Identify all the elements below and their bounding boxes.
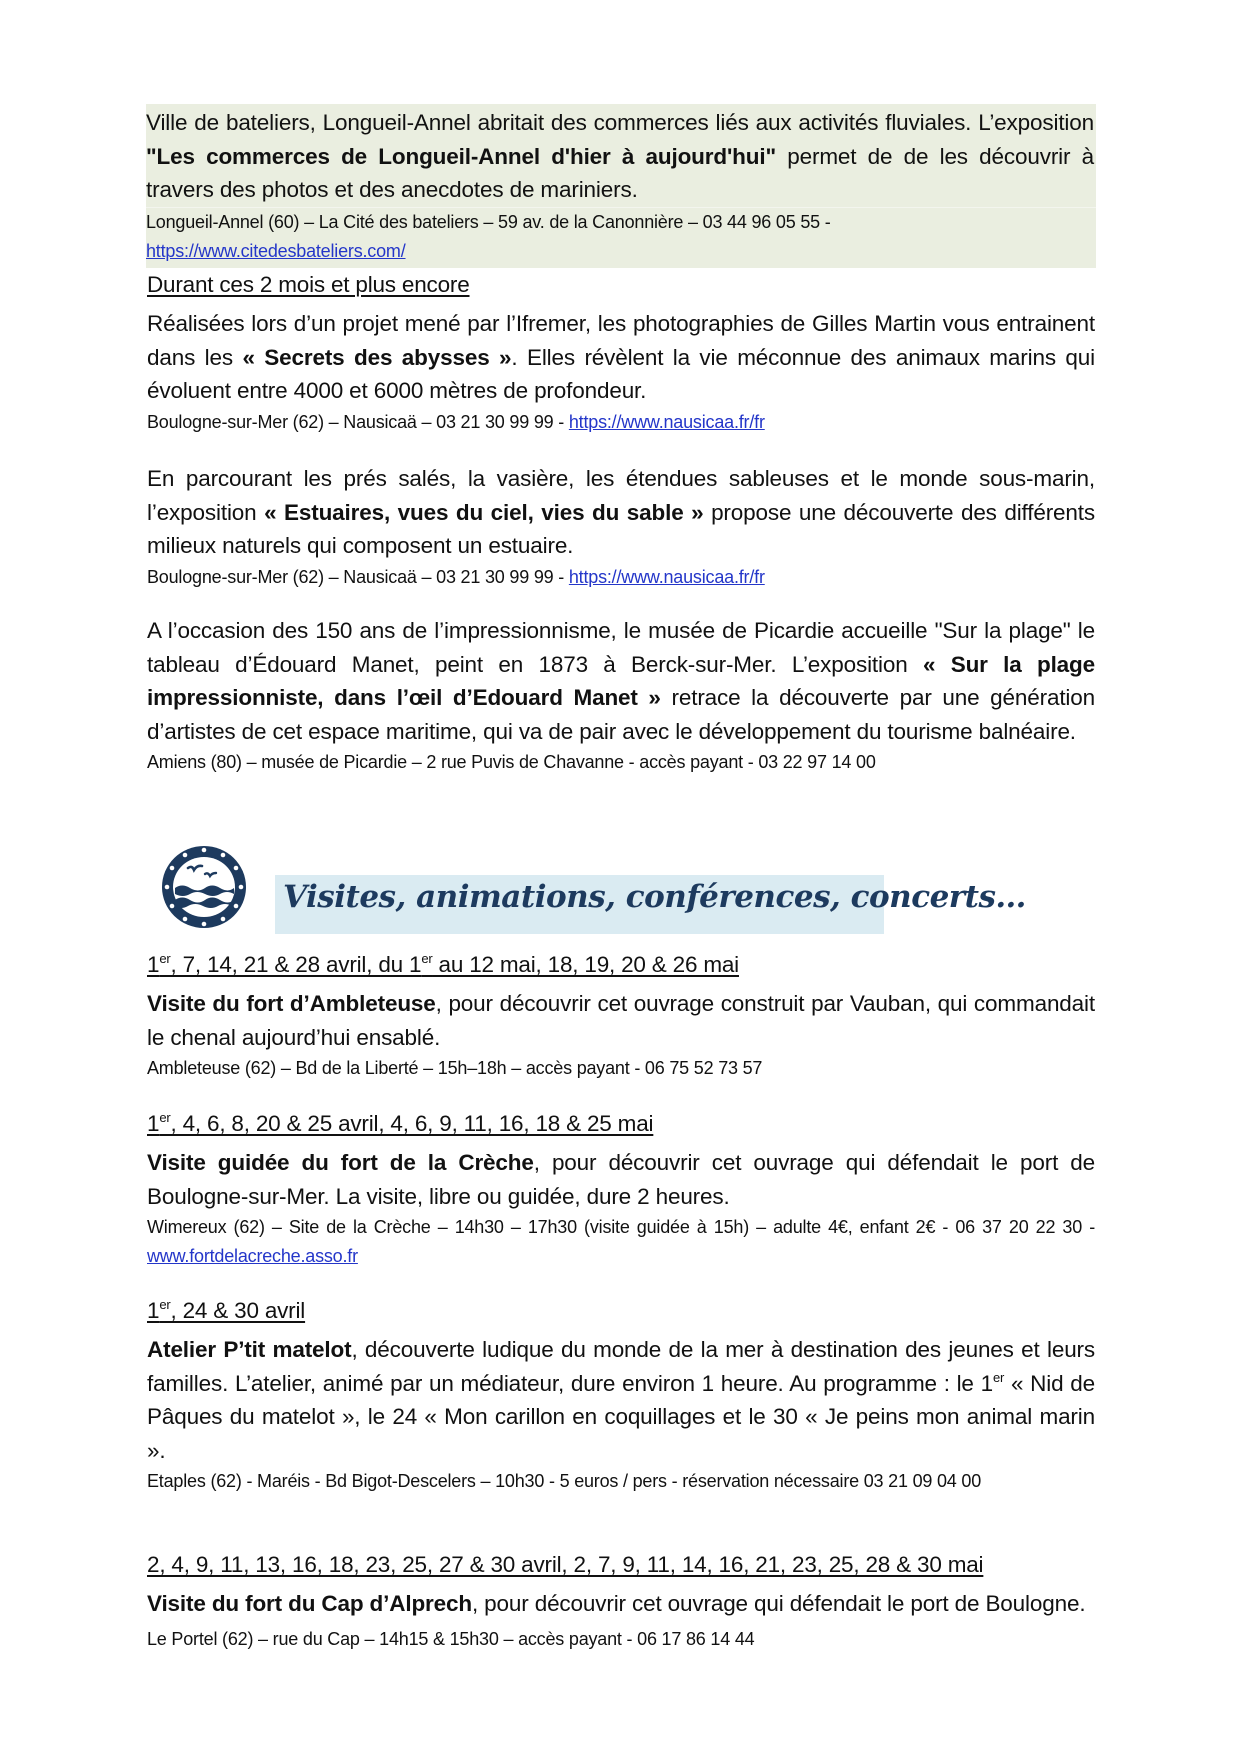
event-item bbox=[147, 1146, 1095, 1271]
intro-text: Ville de bateliers, Longueil-Annel abritait des commerces liés aux activités fluviales. L’exposition bbox=[146, 110, 1094, 135]
event-description bbox=[147, 1333, 1095, 1467]
event-info bbox=[147, 1213, 1095, 1271]
event-title: Atelier P’tit matelot bbox=[147, 1337, 352, 1362]
event-text: , découverte ludique du monde de la mer à destination des jeunes et leurs familles. L’atelier, animé par un médiateur, dure environ 1 heure. Au programme : le 1 bbox=[147, 1337, 1095, 1396]
event-info bbox=[147, 1054, 1095, 1083]
dates-text: 1 bbox=[147, 952, 160, 977]
exhibition-info-text: Boulogne-sur-Mer (62) – Nausicaä – 03 21 30 99 99 - bbox=[147, 566, 569, 587]
ordinal-superscript: er bbox=[992, 1369, 1005, 1385]
intro-box bbox=[146, 104, 1096, 268]
event-info-text: Etaples (62) - Maréis - Bd Bigot-Descelers – 10h30 - 5 euros / pers - réservation nécessaire 03 21 09 04 00 bbox=[147, 1471, 982, 1491]
intro-info-text: Longueil-Annel (60) – La Cité des bateliers – 59 av. de la Canonnière – 03 44 96 05 55 - bbox=[146, 211, 831, 232]
event-title: Visite guidée du fort de la Crèche bbox=[147, 1150, 534, 1175]
event-dates bbox=[147, 1109, 1095, 1139]
exhibition-text-end: propose une découverte des différents milieux naturels qui composent un estuaire. bbox=[147, 499, 1095, 558]
dates-text: au 12 mai, 18, 19, 20 & 26 mai bbox=[432, 952, 739, 977]
exhibition-text: A l’occasion des 150 ans de l’impressionnisme, le musée de Picardie accueille "Sur la plage" le tableau d’Édouard Manet, peint en 1873 à Berck-sur-Mer. L’exposition bbox=[147, 618, 1095, 677]
section-title: Visites, animations, conférences, concerts… bbox=[283, 879, 1026, 915]
fortdelacreche-link[interactable]: www.fortdelacreche.asso.fr bbox=[147, 1246, 358, 1266]
exhibition-text-end: retrace la découverte par une génération d’artistes de cet espace maritime, qui va de pair avec le développement du tourisme balnéaire. bbox=[147, 685, 1095, 744]
dates-ordinal: er bbox=[159, 951, 171, 966]
nausicaa-link[interactable]: https://www.nausicaa.fr/fr bbox=[568, 566, 765, 587]
event-text-end: « Nid de Pâques du matelot », le 24 « Mon carillon en coquillages et le 30 « Je peins mon animal marin ». bbox=[147, 1370, 1095, 1463]
event-text: , pour découvrir cet ouvrage qui défendait le port de Boulogne-sur-Mer. La visite, libre ou guidée, dure 2 heures. bbox=[147, 1150, 1095, 1209]
exhibition-description bbox=[147, 307, 1095, 408]
event-dates bbox=[147, 1550, 1095, 1580]
event-item bbox=[147, 1333, 1095, 1496]
event-description bbox=[147, 987, 1095, 1054]
exhibition-text-end: . Elles révèlent la vie méconnue des animaux marins qui évoluent entre 4000 et 6000 mètres de profondeur. bbox=[147, 344, 1095, 403]
dates-text: , 24 & 30 avril bbox=[170, 1298, 306, 1323]
dates-ordinal: er bbox=[159, 1110, 171, 1125]
exhibition-item bbox=[147, 462, 1095, 592]
event-dates bbox=[147, 1296, 1095, 1326]
exhibition-info bbox=[147, 748, 1095, 777]
exhibition-description bbox=[147, 614, 1095, 748]
dates-text: , 7, 14, 21 & 28 avril, du 1 bbox=[170, 952, 422, 977]
event-info-text: Wimereux (62) – Site de la Crèche – 14h30 – 17h30 (visite guidée à 15h) – adulte 4€, enfant 2€ - 06 37 20 22 30 - bbox=[147, 1217, 1095, 1237]
exhibition-title: « Secrets des abysses » bbox=[242, 344, 512, 370]
porthole-seagulls-waves-icon bbox=[160, 844, 248, 930]
intro-text-end: permet de de les découvrir à travers des photos et des anecdotes de mariniers. bbox=[146, 143, 1094, 202]
event-title: Visite du fort d’Ambleteuse bbox=[147, 991, 436, 1016]
event-description bbox=[147, 1587, 1095, 1654]
dates-text: 1 bbox=[147, 1298, 160, 1323]
event-info-text: Le Portel (62) – rue du Cap – 14h15 & 15h30 – accès payant - 06 17 86 14 44 bbox=[147, 1628, 755, 1649]
exhibition-item bbox=[147, 307, 1095, 437]
event-text: , pour découvrir cet ouvrage qui défendait le port de Boulogne. bbox=[471, 1591, 1086, 1616]
dates-text: , 4, 6, 8, 20 & 25 avril, 4, 6, 9, 11, 16, 18 & 25 mai bbox=[170, 1111, 654, 1136]
event-text: , pour découvrir cet ouvrage construit par Vauban, qui commandait le chenal aujourd’hui ensablé. bbox=[147, 991, 1095, 1050]
dates-ordinal: er bbox=[421, 951, 433, 966]
period-header bbox=[147, 270, 1095, 300]
citedesbateliers-link[interactable]: https://www.citedesbateliers.com/ bbox=[146, 240, 406, 261]
exhibition-text: Réalisées lors d’un projet mené par l’Ifremer, les photographies de Gilles Martin vous entrainent dans les bbox=[147, 311, 1095, 370]
dates-text: 1 bbox=[147, 1111, 160, 1136]
event-description bbox=[147, 1146, 1095, 1213]
nausicaa-link[interactable]: https://www.nausicaa.fr/fr bbox=[568, 411, 765, 432]
exhibition-info bbox=[147, 563, 1095, 592]
event-info-text: Ambleteuse (62) – Bd de la Liberté – 15h–18h – accès payant - 06 75 52 73 57 bbox=[147, 1058, 763, 1078]
exhibition-info-text: Boulogne-sur-Mer (62) – Nausicaä – 03 21 30 99 99 - bbox=[147, 411, 569, 432]
exhibition-text: En parcourant les prés salés, la vasière, les étendues sableuses et le monde sous-marin, l’exposition bbox=[147, 466, 1095, 525]
dates-text: 2, 4, 9, 11, 13, 16, 18, 23, 25, 27 & 30 avril, 2, 7, 9, 11, 14, 16, 21, 23, 25, 28 & 30 mai bbox=[147, 1552, 984, 1577]
intro-exhibition-title: "Les commerces de Longueil-Annel d'hier à aujourd'hui" bbox=[146, 143, 776, 169]
exhibition-item bbox=[147, 614, 1095, 777]
intro-info bbox=[146, 207, 1096, 266]
event-title: Visite du fort du Cap d’Alprech bbox=[147, 1591, 472, 1616]
exhibition-description bbox=[147, 462, 1095, 563]
exhibition-title: « Estuaires, vues du ciel, vies du sable » bbox=[264, 499, 704, 525]
event-item bbox=[147, 987, 1095, 1083]
exhibition-info-text: Amiens (80) – musée de Picardie – 2 rue Puvis de Chavanne - accès payant - 03 22 97 14 00 bbox=[147, 752, 876, 772]
event-dates bbox=[147, 950, 1095, 980]
event-info bbox=[147, 1467, 1095, 1496]
exhibition-info bbox=[147, 408, 1095, 437]
section-banner bbox=[275, 875, 1026, 934]
period-header-text: Durant ces 2 mois et plus encore bbox=[147, 272, 470, 297]
intro-paragraph bbox=[146, 104, 1096, 207]
dates-ordinal: er bbox=[159, 1297, 171, 1312]
event-item bbox=[147, 1587, 1095, 1654]
exhibition-title: « Sur la plage impressionniste, dans l’œil d’Edouard Manet » bbox=[147, 651, 1095, 710]
